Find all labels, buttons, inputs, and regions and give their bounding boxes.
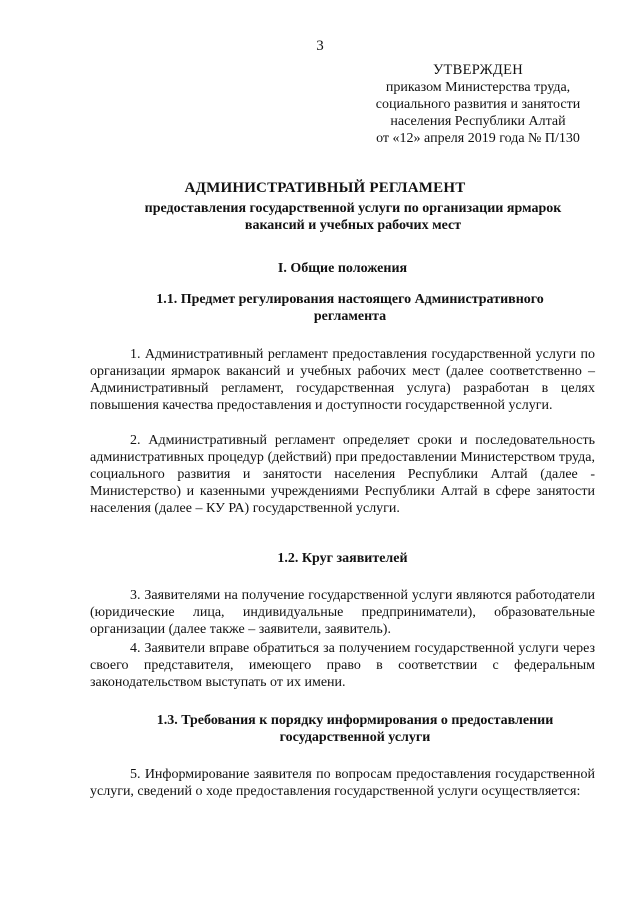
- approval-heading: УТВЕРЖДЕН: [432, 62, 524, 78]
- paragraph: 1. Административный регламент предоставления государственной услуги по организации ярмарок вакансий и учебных рабочих мест (далее соответственно – Административный регламент, государственная услуга) разработан в целях повышения качества предоставления и доступности государственной услуги.: [90, 347, 595, 413]
- approval-line: от «12» апреля 2019 года № П/130: [376, 131, 580, 146]
- approval-line: населения Республики Алтай: [390, 114, 566, 129]
- subsection-heading: 1.1. Предмет регулирования настоящего Административного регламента: [156, 292, 544, 324]
- approval-line: приказом Министерства труда,: [385, 80, 571, 95]
- paragraph: 3. Заявителями на получение государственной услуги являются работодатели (юридические лица, индивидуальные предприниматели), образовательные организации (далее также – заявители, заявитель).: [90, 588, 595, 637]
- document-title: АДМИНИСТРАТИВНЫЙ РЕГЛАМЕНТ: [184, 180, 466, 196]
- document-subtitle: предоставления государственной услуги по организации ярмарок вакансий и учебных рабочих мест: [144, 201, 562, 233]
- approval-line: социального развития и занятости: [375, 97, 581, 112]
- page-number: 3: [316, 38, 324, 54]
- subsection-heading: 1.3. Требования к порядку информирования о предоставлении государственной услуги: [156, 713, 554, 745]
- section-heading: I. Общие положения: [277, 261, 408, 276]
- subsection-heading: 1.2. Круг заявителей: [277, 551, 408, 566]
- paragraph: 4. Заявители вправе обратиться за получением государственной услуги через своего представителя, имеющего право в соответствии с федеральным законодательством выступать от их имени.: [90, 641, 595, 690]
- paragraph: 5. Информирование заявителя по вопросам предоставления государственной услуги, сведений о ходе предоставления государственной услуги осуществляется:: [90, 767, 595, 799]
- paragraph: 2. Административный регламент определяет сроки и последовательность административных процедур (действий) при предоставлении Министерством труда, социального развития и занятости населения Республики Алтай (далее - Министерство) и казенными учреждениями Республики Алтай в сфере занятости населения (далее – КУ РА) государственной услуги.: [90, 433, 595, 516]
- approval-stamp: [348, 62, 608, 147]
